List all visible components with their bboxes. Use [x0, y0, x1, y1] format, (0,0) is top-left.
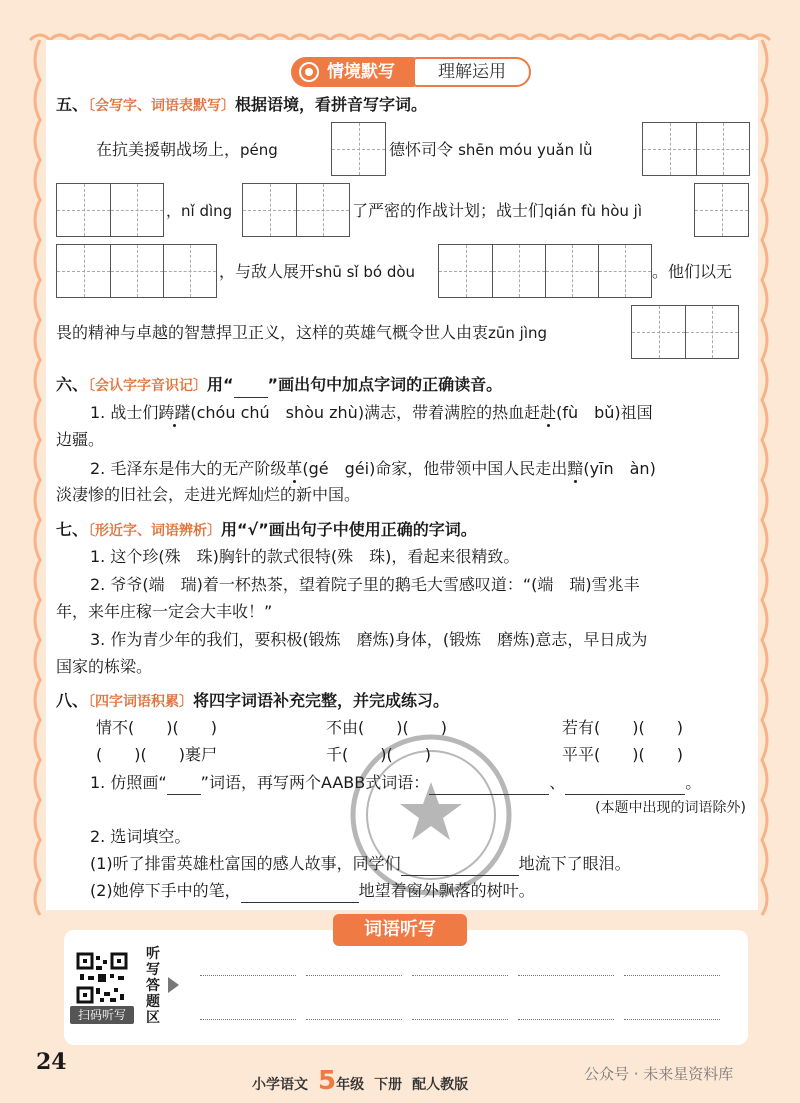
q7-sentence2-cont: 年，来年庄稼一定会大丰收！”: [56, 602, 273, 621]
q5-line1-a: 在抗美援朝战场上，péng: [96, 140, 278, 159]
section-header-left: [291, 57, 417, 87]
q8-heading: 八、〔四字词语积累〕将四字词语补充完整，并完成练习。: [56, 691, 450, 710]
q6-tag: 〔会认字字音识记〕: [88, 378, 208, 394]
qr-code-icon[interactable]: [76, 952, 128, 1004]
dotted-word-chouchu: 踌躇: [158, 403, 191, 422]
writing-grid-qianfuhouji-1[interactable]: [694, 183, 749, 237]
pinyin-shenmouyuanlv: shēn móu yuǎn lǜ: [458, 141, 593, 159]
book-footer: [252, 1066, 468, 1094]
q6-sentence2: 2. 毛泽东是伟大的无产阶级革(gé géi)命家，他带领中国人民走出黯(yīn àn): [90, 459, 656, 478]
idiom-4[interactable]: ( )( )裹尸: [96, 745, 217, 764]
q5-line1-b: 德怀司令 shēn móu yuǎn lǜ: [389, 140, 593, 159]
q5-line2-b: 了严密的作战计划；战士们qián fù hòu jì: [352, 201, 643, 220]
q5-line2-a: [166, 199, 232, 223]
pinyin-qianfuhouji: qián fù hòu jì: [544, 202, 643, 220]
footer-edition: 配人教版: [412, 1077, 469, 1093]
writing-grid-qianfuhouji-2[interactable]: [56, 244, 217, 298]
dotted-word-ge: 革: [286, 459, 303, 478]
dictation-line[interactable]: [624, 975, 720, 976]
footer-term: 下册: [374, 1077, 403, 1093]
answer-blank-aabb-2[interactable]: [565, 777, 685, 795]
answer-blank-aabb-1[interactable]: [429, 777, 549, 795]
writing-grid-niding[interactable]: [242, 183, 350, 237]
q7-sentence3-cont: 国家的栋梁。: [56, 657, 153, 676]
writing-grid-shenmouyuanlv-1[interactable]: [642, 122, 750, 176]
writing-grid-zunjing[interactable]: [631, 305, 739, 359]
dictation-line[interactable]: [518, 1019, 614, 1020]
scan-to-listen-label[interactable]: 扫码听写: [70, 1006, 134, 1024]
dictation-line[interactable]: [306, 1019, 402, 1020]
q5-line4: 畏的精神与卓越的智慧捍卫正义，这样的英雄气概令世人由衷zūn jìng: [56, 323, 548, 342]
q6-sentence2-cont: 淡凄惨的旧社会，走进光辉灿烂的新中国。: [56, 485, 361, 504]
q7-heading: 七、〔形近字、词语辨析〕用“√”画出句子中使用正确的字词。: [56, 520, 477, 539]
q5-line3-a: ，与敌人展开shū sǐ bó dòu: [219, 262, 416, 281]
answer-blank-2-1[interactable]: [401, 858, 519, 876]
q8-exercise2-1: (1)听了排雷英雄杜富国的感人故事，同学们 地流下了眼泪。: [90, 852, 631, 876]
dictation-line[interactable]: [412, 975, 508, 976]
q7-sentence3[interactable]: 3. 作为青少年的我们，要积极(锻炼 磨炼)身体，(锻炼 磨炼)意志，早日成为: [90, 630, 648, 649]
dictation-line[interactable]: [624, 1019, 720, 1020]
dictation-line[interactable]: [200, 1019, 296, 1020]
underline-sample: [234, 380, 268, 398]
q8-exercise2-2: (2)她停下手中的笔， 地望着窗外飘落的树叶。: [90, 879, 535, 903]
pinyin-zunjing: zūn jìng: [488, 324, 548, 342]
q7-sentence1[interactable]: 1. 这个珍(殊 珠)胸针的款式很特(殊 珠)，看起来很精致。: [90, 547, 520, 566]
dictation-side-label: 听写答题区: [146, 946, 160, 1026]
dictation-title: 词语听写: [333, 914, 467, 946]
medal-icon: [299, 62, 319, 82]
pinyin-niding: ，nǐ dìng: [166, 202, 233, 220]
answer-blank-2-2[interactable]: [241, 885, 359, 903]
watermark-text: 公众号 · 未来星资料库: [584, 1065, 734, 1083]
idiom-1[interactable]: 情不( )( ): [96, 718, 217, 737]
footer-grade: 5年级: [318, 1066, 365, 1096]
idiom-3[interactable]: 若有( )( ): [562, 718, 683, 737]
dictation-line[interactable]: [518, 975, 614, 976]
dictation-line[interactable]: [200, 975, 296, 976]
q8-tag: 〔四字词语积累〕: [88, 694, 194, 710]
writing-grid-peng[interactable]: [331, 122, 386, 176]
q6-sentence1-cont: 边疆。: [56, 430, 105, 449]
section-header: [291, 57, 531, 87]
q5-number: 五、: [56, 95, 89, 114]
q8-exercise2: 2. 选词填空。: [90, 827, 191, 846]
q8-exercise1: 1. 仿照画“ ”词语，再写两个AABB式词语： 、 。: [90, 771, 701, 795]
q6-choice-4[interactable]: (yīn àn): [583, 459, 656, 478]
pinyin-peng: péng: [240, 141, 278, 159]
dictation-line[interactable]: [306, 975, 402, 976]
section-subtitle: 理解运用: [413, 57, 531, 87]
writing-grid-shusibodou[interactable]: [438, 244, 652, 298]
writing-grid-shenmouyuanlv-2[interactable]: [56, 183, 164, 237]
q5-instruction: 根据语境，看拼音写字词。: [235, 95, 428, 114]
dotted-word-fu: 赴: [540, 403, 557, 422]
pinyin-shusibodou: shū sǐ bó dòu: [315, 263, 416, 281]
q7-sentence2[interactable]: 2. 爷爷(端 瑞)着一杯热茶，望着院子里的鹅毛大雪感叹道：“(端 瑞)雪兆丰: [90, 575, 640, 594]
section-title: 情境默写: [327, 62, 395, 82]
footer-subject: 小学语文: [252, 1077, 308, 1093]
q6-choice-1[interactable]: (chóu chú shòu zhù)满志，带着满腔的热血赶: [190, 403, 541, 422]
dictation-answer-box: [64, 930, 748, 1045]
q5-line3-b: 。他们以无: [652, 262, 733, 281]
q5-heading: [56, 93, 427, 118]
q6-choice-2[interactable]: (fù bǔ)祖国: [556, 403, 653, 422]
idiom-2[interactable]: 不由( )( ): [326, 718, 447, 737]
q6-heading: 六、〔会认字字音识记〕用“ ”画出句中加点字词的正确读音。: [56, 373, 502, 398]
play-arrow-icon: [168, 977, 179, 993]
page-number: 24: [36, 1049, 67, 1075]
q5-tag: 〔会写字、词语表默写〕: [88, 98, 236, 114]
idiom-5[interactable]: 千( )( ): [326, 745, 431, 764]
q8-note: (本题中出现的词语除外): [595, 800, 746, 816]
q6-choice-3[interactable]: (gé géi)命家，他带领中国人民走出: [302, 459, 568, 478]
q6-sentence1: 1. 战士们踌躇(chóu chú shòu zhù)满志，带着满腔的热血赶赴(fù bǔ)祖国: [90, 403, 653, 422]
dotted-word-an: 黯: [567, 459, 584, 478]
main-content-panel: [46, 40, 758, 910]
q7-tag: 〔形近字、词语辨析〕: [88, 523, 222, 539]
dictation-line[interactable]: [412, 1019, 508, 1020]
idiom-6[interactable]: 平平( )( ): [562, 745, 683, 764]
